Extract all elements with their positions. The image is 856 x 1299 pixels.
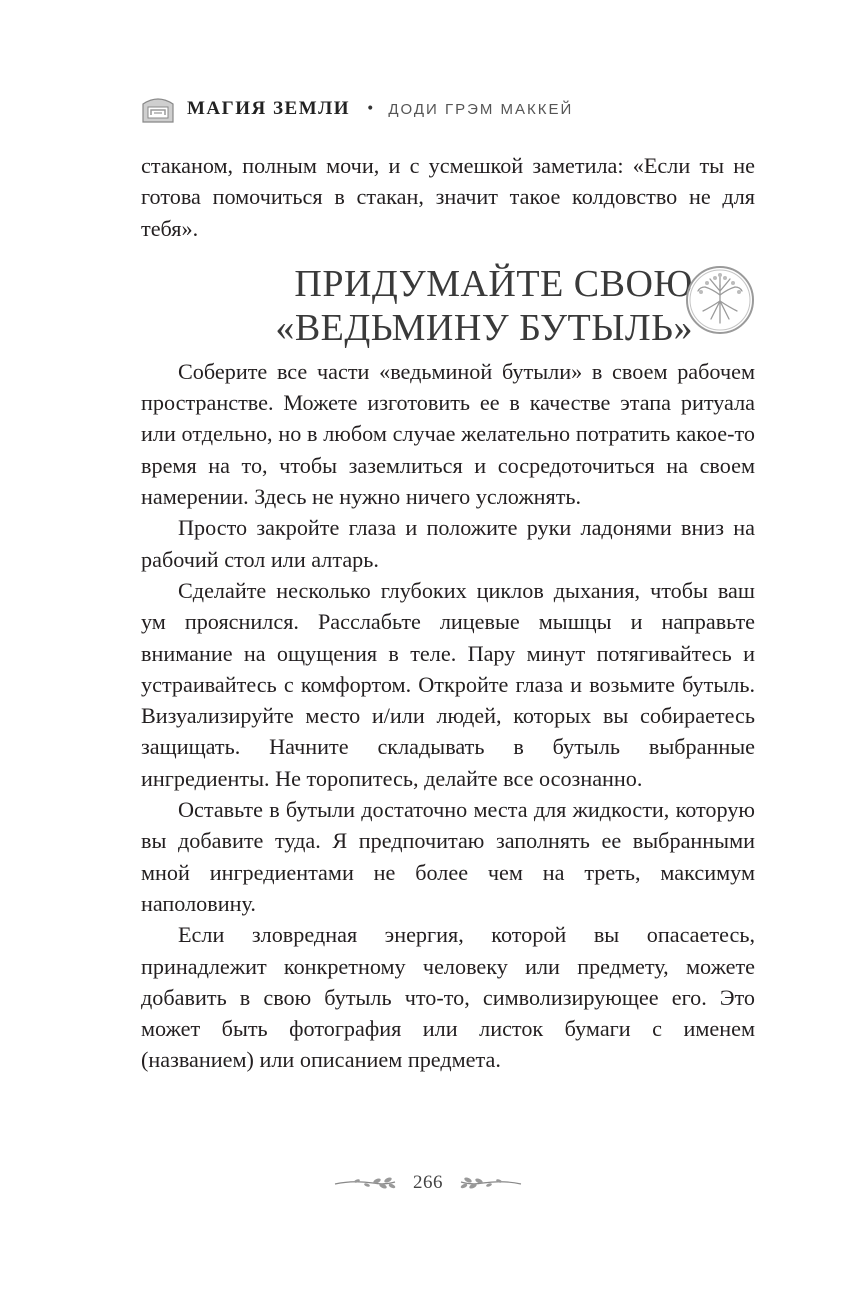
running-header — [141, 92, 781, 126]
section-heading-line-1: ПРИДУМАЙТЕ СВОЮ — [294, 262, 693, 305]
paragraph: Сделайте несколько глубоких циклов дыхания, чтобы ваш ум прояснился. Расслабьте лицевые мышцы и направьте внимание на ощущения в теле. Пару минут потягивайтесь и устраивайтесь с комфортом. Откройте глаза и возьмите бутыль. Визуализируйте место и/или людей, которых вы собираетесь защищать. Начните складывать в бутыль выбранные ингредиенты. Не торопитесь, делайте все осознанно. — [141, 577, 755, 791]
leaf-ornament-right-icon — [459, 1176, 523, 1190]
section-heading — [141, 258, 755, 350]
paragraph: Соберите все части «ведьминой бутыли» в своем рабочем пространстве. Можете изготовить ее в качестве этапа ритуала или отдельно, но в любом случае желательно потратить какое-то время на то, чтобы заземлиться и сосредоточиться на своем намерении. Здесь не нужно ничего усложнять. — [141, 358, 755, 510]
paragraph: Просто закройте глаза и положите руки ладонями вниз на рабочий стол или алтарь. — [141, 515, 755, 572]
leaf-ornament-left-icon — [333, 1176, 397, 1190]
section-heading-line-2: «ВЕДЬМИНУ БУТЫЛЬ» — [275, 306, 693, 349]
paragraph: Если зловредная энергия, которой вы опасаетесь, принадлежит конкретному человеку или предмету, можете добавить в свою бутыль что-то, символизирующее его. Это может быть фотография или листок бумаги с именем (названием) или описанием предмета. — [141, 922, 755, 1073]
page-footer — [0, 1168, 856, 1198]
tree-of-life-icon — [685, 265, 755, 335]
book-title: МАГИЯ ЗЕМЛИ — [187, 98, 351, 119]
house-glyph-icon — [141, 95, 175, 123]
page-body — [141, 150, 755, 1076]
author-name: ДОДИ ГРЭМ МАККЕЙ — [388, 100, 574, 118]
page-number: 266 — [413, 1172, 443, 1193]
intro-paragraph: стаканом, полным мочи, и с усмешкой заметила: «Если ты не готова помочиться в стакан, значит такое колдовство не для тебя». — [141, 153, 755, 241]
header-separator: • — [366, 101, 375, 117]
paragraph: Оставьте в бутыли достаточно места для жидкости, которую вы добавите туда. Я предпочитаю заполнять ее выбранными мной ингредиентами не более чем на треть, максимум наполовину. — [141, 797, 755, 916]
